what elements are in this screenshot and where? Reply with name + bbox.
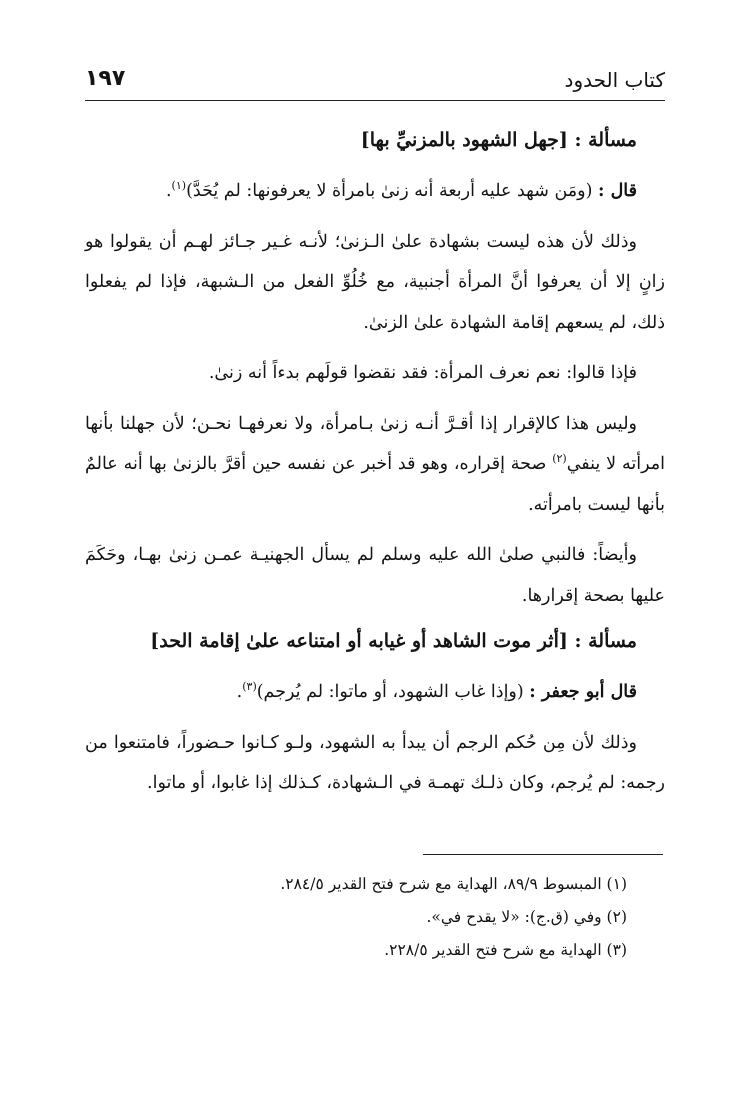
footnote-ref: (٢) [552, 452, 567, 466]
footnote-ref: (٣) [242, 680, 257, 694]
paragraph-after: صحة إقراره، وهو قد أخبر عن نفسه حين أقرَّ بالزنىٰ بها أنه عالمٌ بأنها ليست بامرأته. [85, 454, 665, 515]
footnote-ref: (١) [171, 179, 187, 193]
paragraph [85, 535, 665, 616]
paragraph-after: . [165, 181, 172, 201]
section-heading [85, 125, 637, 155]
section-heading [85, 626, 637, 656]
paragraph [85, 723, 665, 804]
footnotes [85, 868, 627, 967]
paragraph-text: وذلك لأن هذه ليست بشهادة علىٰ الـزنىٰ؛ لأنـه غـير جـائز لهـم أن يقولوا هو زانٍ إلا أن يعرفوا أنَّ المرأة أجنبية، مع خُلُوِّ الفعل من الـشبهة، فإذا لم يفعلوا ذلك، لم يسعهم إقامة الشهادة علىٰ الزنىٰ. [85, 231, 665, 333]
footnote: (٣) الهداية مع شرح فتح القدير ٢٢٨/٥. [384, 941, 627, 959]
paragraph-lead: قال : [598, 181, 637, 201]
paragraph-text: (وإذا غاب الشهود، أو ماتوا: لم يُرجم) [256, 682, 524, 702]
paragraph-after: . [236, 682, 243, 702]
paragraph [85, 672, 665, 713]
paragraph [85, 404, 665, 526]
heading-label: مسألة : [574, 129, 637, 151]
running-title: كتاب الحدود [564, 68, 665, 92]
paragraph-lead: قال أبو جعفر : [529, 682, 637, 702]
page-body [85, 125, 665, 814]
paragraph [85, 353, 665, 394]
header-rule [85, 100, 665, 101]
paragraph-text: وأيضاً: فالنبي صلىٰ الله عليه وسلم لم يسأل الجهنيـة عمـن زنىٰ بهـا، وحَكَمَ عليها بصحة إقرارها. [85, 545, 665, 606]
footnote: (٢) وفي (ق.ج): «لا يقدح في». [426, 908, 627, 926]
heading-title: [أثر موت الشاهد أو غيابه أو امتناعه علىٰ إقامة الحد] [150, 630, 568, 652]
paragraph-text: وليس هذا كالإقرار إذا أقـرَّ أنـه زنىٰ بـامرأة، ولا نعرفهـا نحـن؛ لأن جهلنا بأنها امرأته لا ينفي [85, 413, 665, 474]
paragraph-text: وذلك لأن مِن حُكم الرجم أن يبدأ به الشهود، ولـو كـانوا حـضوراً، فامتنعوا من رجمه: لم يُرجم، وكان ذلـك تهمـة في الـشهادة، كـذلك إذا غابوا، أو ماتوا. [85, 732, 665, 793]
page-header [85, 60, 665, 100]
paragraph-text: فإذا قالوا: نعم نعرف المرأة: فقد نقضوا قولَهم بدءاً أنه زنىٰ. [208, 363, 637, 383]
paragraph-text: (ومَن شهد عليه أربعة أنه زنىٰ بامرأة لا يعرفونها: لم يُحَدَّ) [186, 181, 593, 201]
page-number: ١٩٧ [85, 66, 126, 91]
paragraph [85, 171, 665, 212]
footnote: (١) المبسوط ٨٩/٩، الهداية مع شرح فتح القدير ٢٨٤/٥. [280, 875, 627, 893]
heading-label: مسألة : [574, 630, 637, 652]
paragraph [85, 222, 665, 344]
heading-title: [جهل الشهود بالمزنيِّ بها] [360, 129, 568, 151]
footnote-separator [423, 854, 663, 855]
